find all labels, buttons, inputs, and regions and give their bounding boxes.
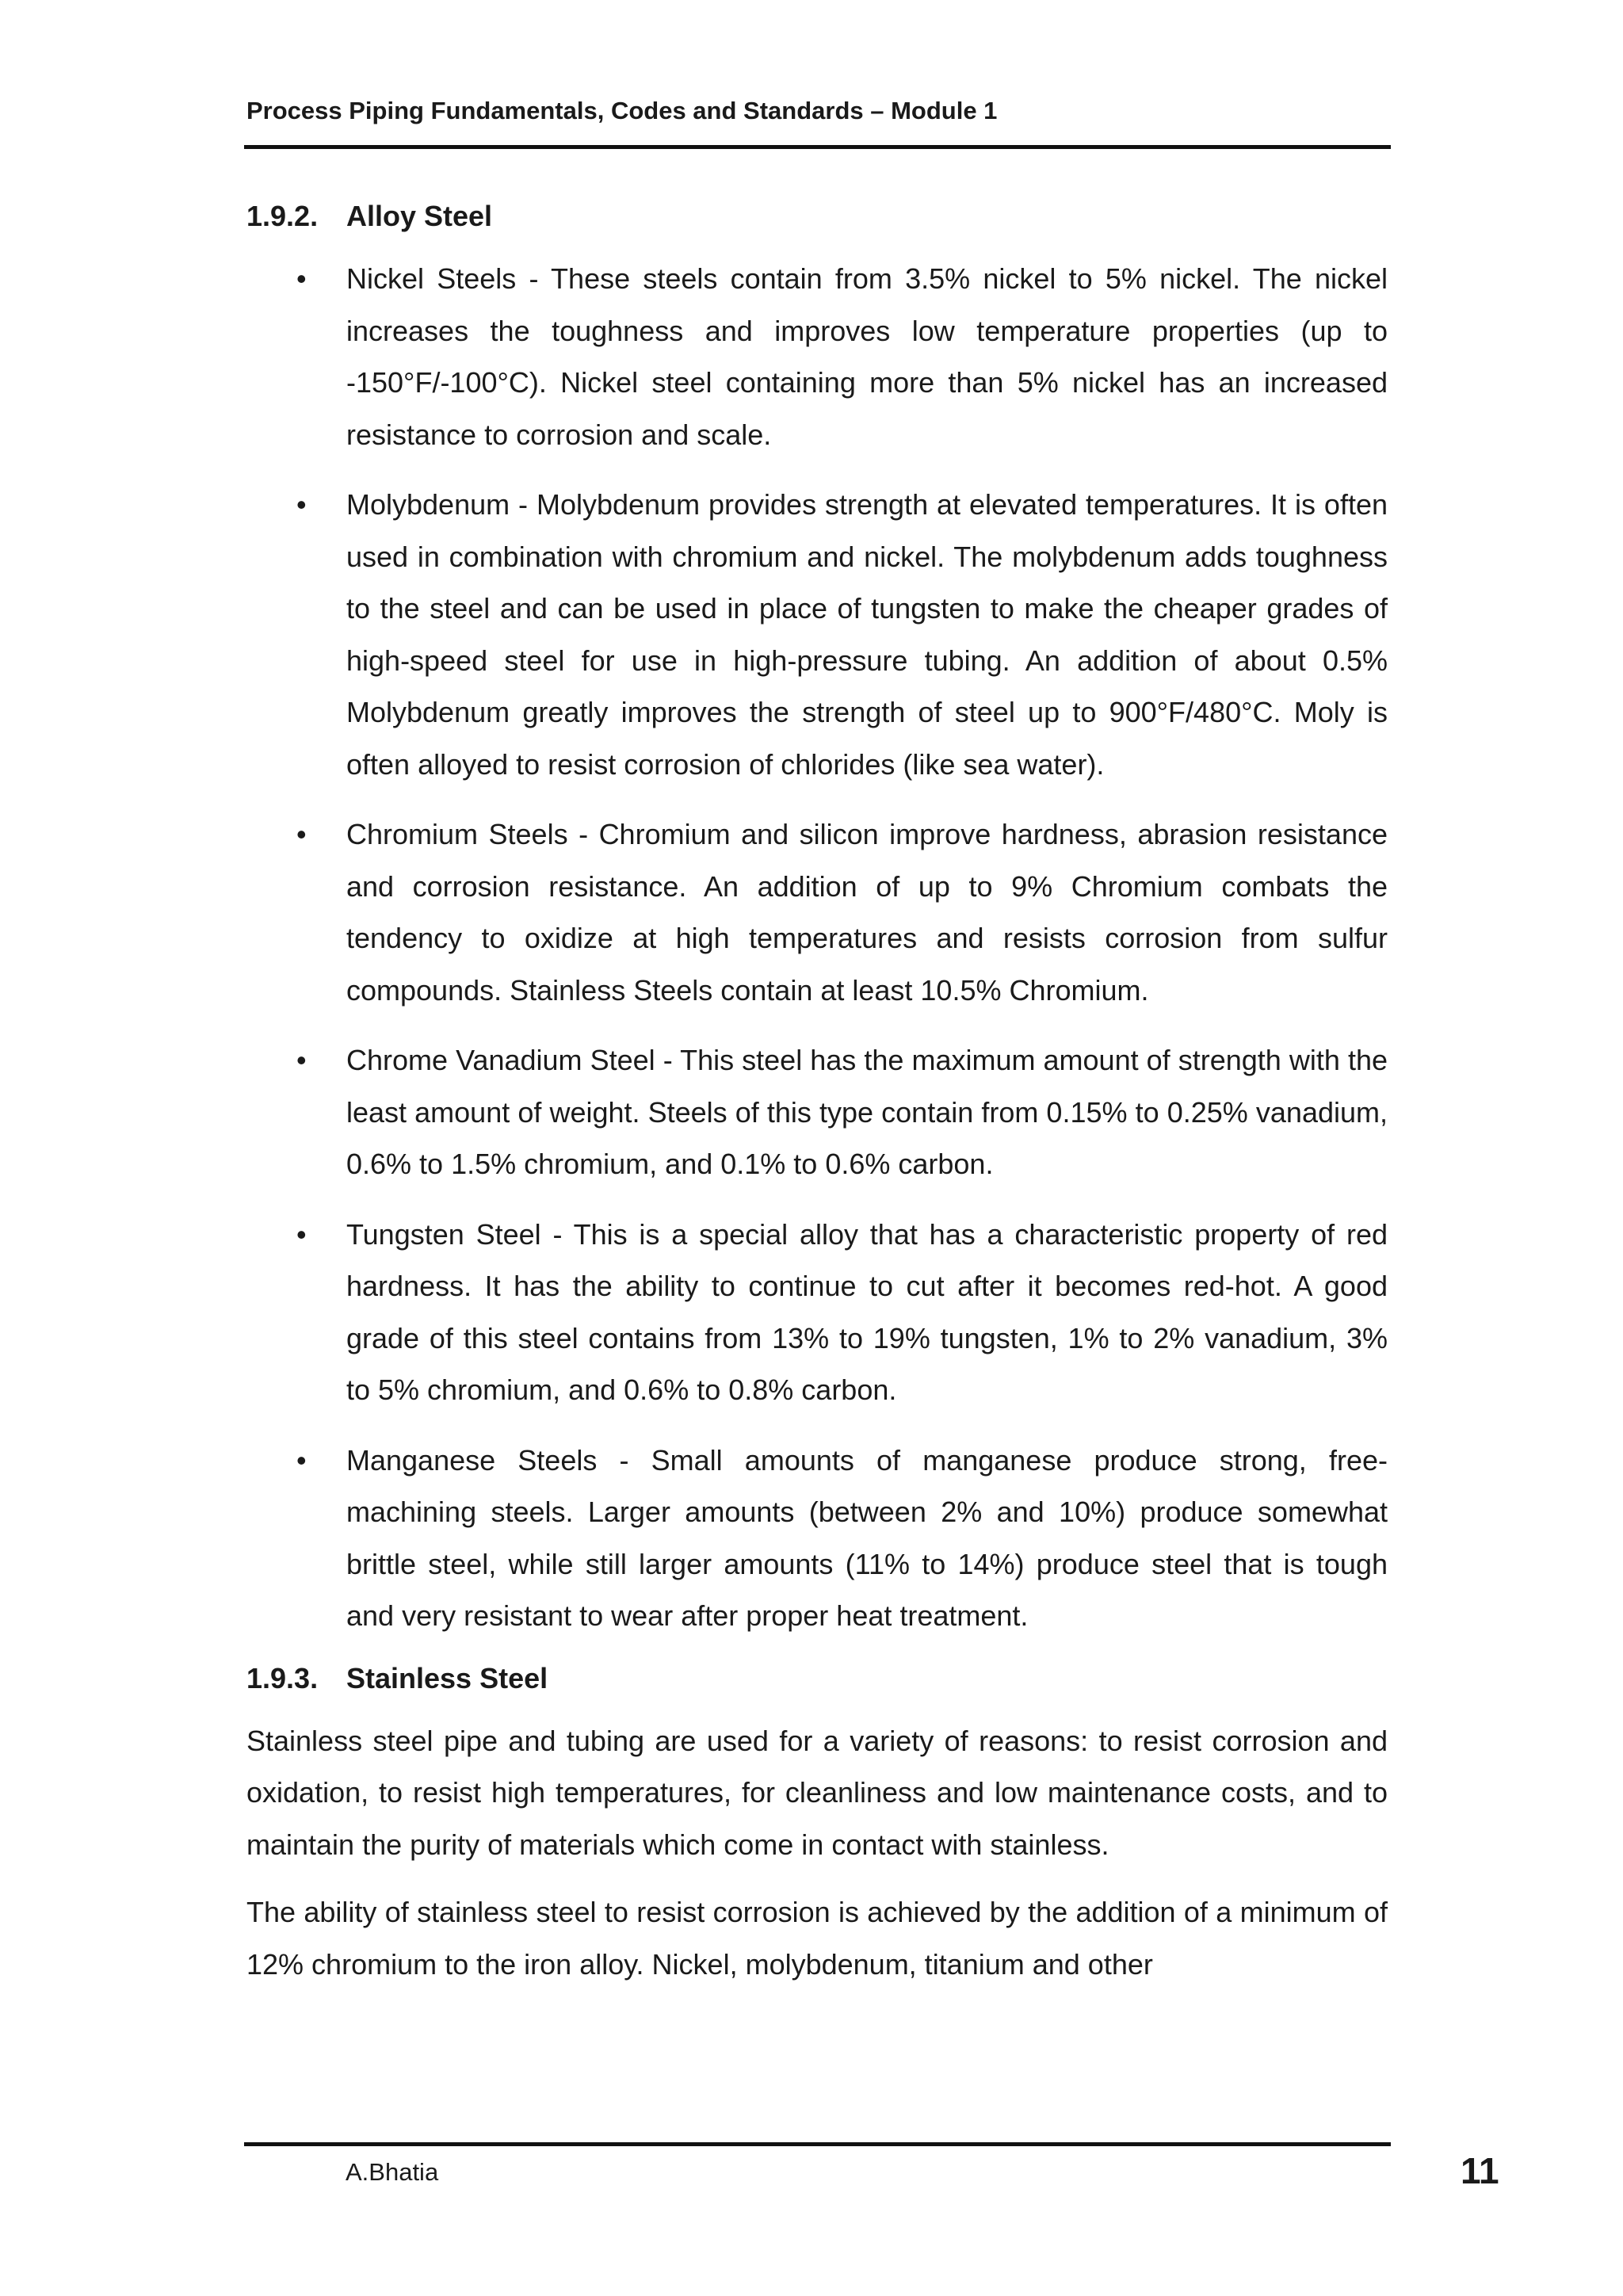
- list-item-nickel-steels: [246, 253, 1388, 460]
- list-item-text: Tungsten Steel - This is a special alloy that has a characteristic property of red hardness. It has the ability to continue to cut after it becomes red-hot. A good grade of this steel contains from 13% to 19% tungsten, 1% to 2% vanadium, 3% to 5% chromium, and 0.6% to 0.8% carbon.: [346, 1217, 1388, 1406]
- footer-divider: [244, 2142, 1391, 2146]
- header-divider: [244, 145, 1391, 149]
- section-title: Stainless Steel: [346, 1661, 548, 1694]
- list-item-text: Manganese Steels - Small amounts of manganese produce strong, free-machining steels. Larger amounts (between 2% and 10%) produce somewhat brittle steel, while still larger amounts (11% to 14%) produce steel that is tough and very resistant to wear after proper heat treatment.: [346, 1443, 1388, 1632]
- section-number: 1.9.2.: [246, 200, 319, 232]
- bullet-icon: •: [296, 818, 307, 850]
- list-item-tungsten-steel: [246, 1209, 1388, 1416]
- list-item-text: Molybdenum - Molybdenum provides strength at elevated temperatures. It is often used in combination with chromium and nickel. The molybdenum adds toughness to the steel and can be used in place of tungsten to make the cheaper grades of high-speed steel for use in high-pressure tubing. An addition of about 0.5% Molybdenum greatly improves the strength of steel up to 900°F/480°C. Moly is often alloyed to resist corrosion of chlorides (like sea water).: [346, 488, 1388, 781]
- page-content: [246, 190, 1388, 2006]
- bullet-icon: •: [296, 262, 307, 295]
- list-item-manganese-steels: [246, 1435, 1388, 1642]
- list-item-molybdenum: [246, 479, 1388, 790]
- bullet-icon: •: [296, 1443, 307, 1477]
- section-number: 1.9.3.: [246, 1661, 319, 1694]
- section-heading-stainless-steel: [246, 1652, 1388, 1704]
- running-header-title: Process Piping Fundamentals, Codes and Standards – Module 1: [246, 97, 998, 124]
- list-item-chrome-vanadium-steel: [246, 1034, 1388, 1190]
- bullet-icon: •: [296, 1217, 307, 1251]
- list-item-chromium-steels: [246, 808, 1388, 1016]
- list-item-text: Nickel Steels - These steels contain from 3.5% nickel to 5% nickel. The nickel increases the toughness and improves low temperature properties (up to -150°F/-100°C). Nickel steel containing more than 5% nickel has an increased resistance to corrosion and scale.: [346, 262, 1388, 451]
- section-title: Alloy Steel: [346, 200, 493, 232]
- alloy-steel-list: [246, 253, 1388, 1642]
- bullet-icon: •: [296, 488, 307, 521]
- bullet-icon: •: [296, 1044, 307, 1076]
- list-item-text: Chrome Vanadium Steel - This steel has the maximum amount of strength with the least amount of weight. Steels of this type contain from 0.15% to 0.25% vanadium, 0.6% to 1.5% chromium, and 0.1% to 0.6% carbon.: [346, 1044, 1388, 1180]
- list-item-text: Chromium Steels - Chromium and silicon improve hardness, abrasion resistance and corrosion resistance. An addition of up to 9% Chromium combats the tendency to oxidize at high temperatures and resists corrosion from sulfur compounds. Stainless Steels contain at least 10.5% Chromium.: [346, 818, 1388, 1007]
- footer-author: A.Bhatia: [346, 2158, 439, 2186]
- body-paragraph: Stainless steel pipe and tubing are used for a variety of reasons: to resist corrosion and oxidation, to resist high temperatures, for cleanliness and low maintenance costs, and to maintain the purity of materials which come in contact with stainless.: [246, 1724, 1388, 1861]
- page-number: 11: [1461, 2150, 1499, 2191]
- section-heading-alloy-steel: [246, 190, 1388, 242]
- body-paragraph: The ability of stainless steel to resist corrosion is achieved by the addition of a minimum of 12% chromium to the iron alloy. Nickel, molybdenum, titanium and other: [246, 1896, 1388, 1981]
